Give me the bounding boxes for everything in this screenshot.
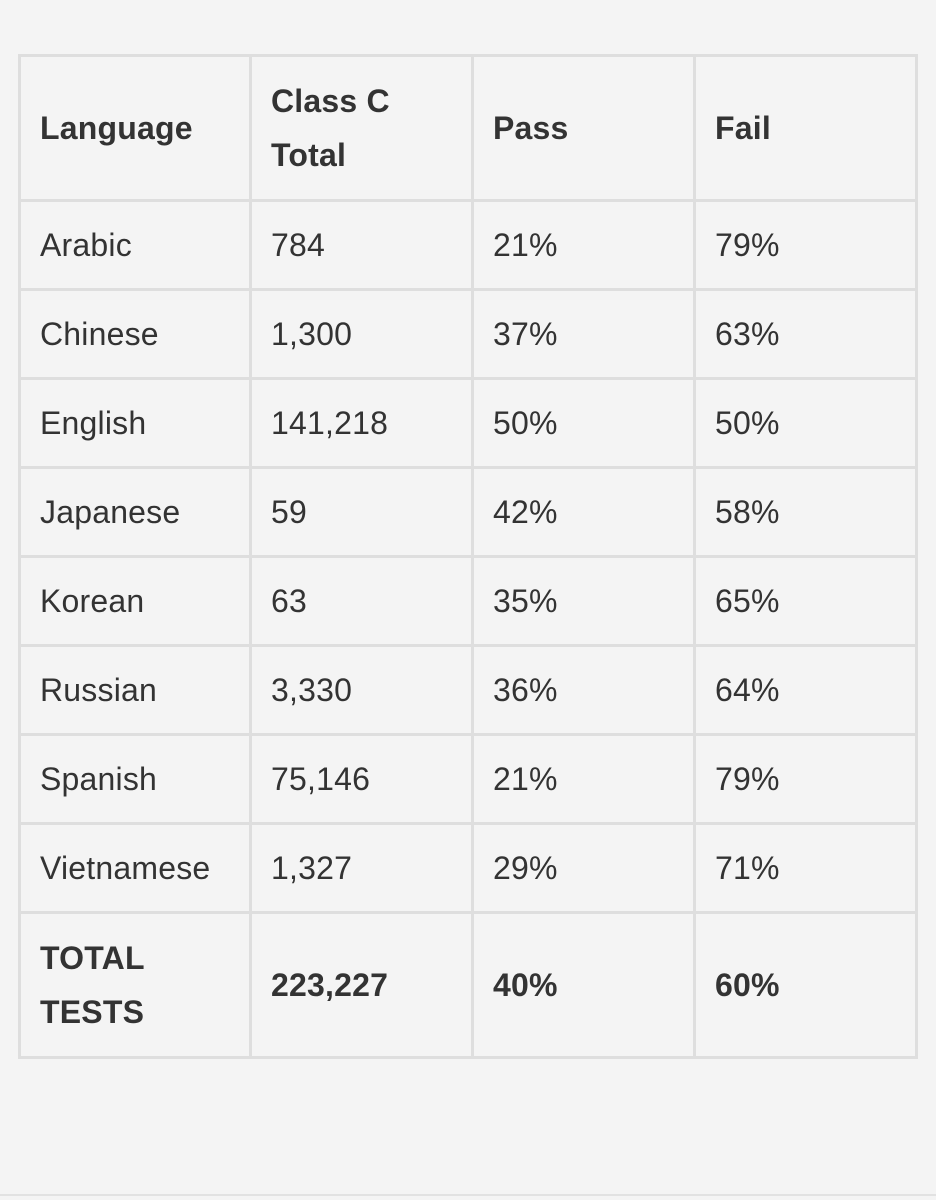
header-pass: Pass bbox=[473, 56, 695, 201]
cell-pass: 21% bbox=[473, 201, 695, 290]
cell-pass: 36% bbox=[473, 646, 695, 735]
table-row bbox=[20, 201, 917, 290]
cell-language: Chinese bbox=[20, 290, 251, 379]
cell-pass: 50% bbox=[473, 379, 695, 468]
bottom-divider bbox=[0, 1194, 936, 1196]
cell-pass: 21% bbox=[473, 735, 695, 824]
cell-class-c-total: 1,300 bbox=[251, 290, 473, 379]
cell-class-c-total: 75,146 bbox=[251, 735, 473, 824]
total-label: TOTAL TESTS bbox=[20, 913, 251, 1058]
cell-language: Korean bbox=[20, 557, 251, 646]
cell-fail: 50% bbox=[695, 379, 917, 468]
table-row bbox=[20, 290, 917, 379]
cell-language: English bbox=[20, 379, 251, 468]
cell-language: Russian bbox=[20, 646, 251, 735]
total-row bbox=[20, 913, 917, 1058]
cell-pass: 35% bbox=[473, 557, 695, 646]
header-language: Language bbox=[20, 56, 251, 201]
cell-pass: 29% bbox=[473, 824, 695, 913]
results-table bbox=[18, 54, 918, 1059]
cell-class-c-total: 141,218 bbox=[251, 379, 473, 468]
header-fail: Fail bbox=[695, 56, 917, 201]
total-pass: 40% bbox=[473, 913, 695, 1058]
header-row bbox=[20, 56, 917, 201]
cell-language: Arabic bbox=[20, 201, 251, 290]
table-row bbox=[20, 379, 917, 468]
table-row bbox=[20, 468, 917, 557]
cell-class-c-total: 1,327 bbox=[251, 824, 473, 913]
table-footer bbox=[20, 913, 917, 1058]
cell-language: Vietnamese bbox=[20, 824, 251, 913]
table-row bbox=[20, 824, 917, 913]
table-row bbox=[20, 735, 917, 824]
cell-pass: 37% bbox=[473, 290, 695, 379]
cell-fail: 71% bbox=[695, 824, 917, 913]
cell-pass: 42% bbox=[473, 468, 695, 557]
header-class-c-total: Class C Total bbox=[251, 56, 473, 201]
cell-language: Japanese bbox=[20, 468, 251, 557]
table-body bbox=[20, 201, 917, 913]
table-row bbox=[20, 646, 917, 735]
cell-class-c-total: 63 bbox=[251, 557, 473, 646]
total-fail: 60% bbox=[695, 913, 917, 1058]
table-header bbox=[20, 56, 917, 201]
cell-fail: 58% bbox=[695, 468, 917, 557]
cell-class-c-total: 3,330 bbox=[251, 646, 473, 735]
cell-class-c-total: 784 bbox=[251, 201, 473, 290]
table-row bbox=[20, 557, 917, 646]
cell-fail: 65% bbox=[695, 557, 917, 646]
total-class-c-total: 223,227 bbox=[251, 913, 473, 1058]
cell-fail: 79% bbox=[695, 201, 917, 290]
cell-class-c-total: 59 bbox=[251, 468, 473, 557]
cell-fail: 79% bbox=[695, 735, 917, 824]
cell-fail: 63% bbox=[695, 290, 917, 379]
cell-language: Spanish bbox=[20, 735, 251, 824]
cell-fail: 64% bbox=[695, 646, 917, 735]
